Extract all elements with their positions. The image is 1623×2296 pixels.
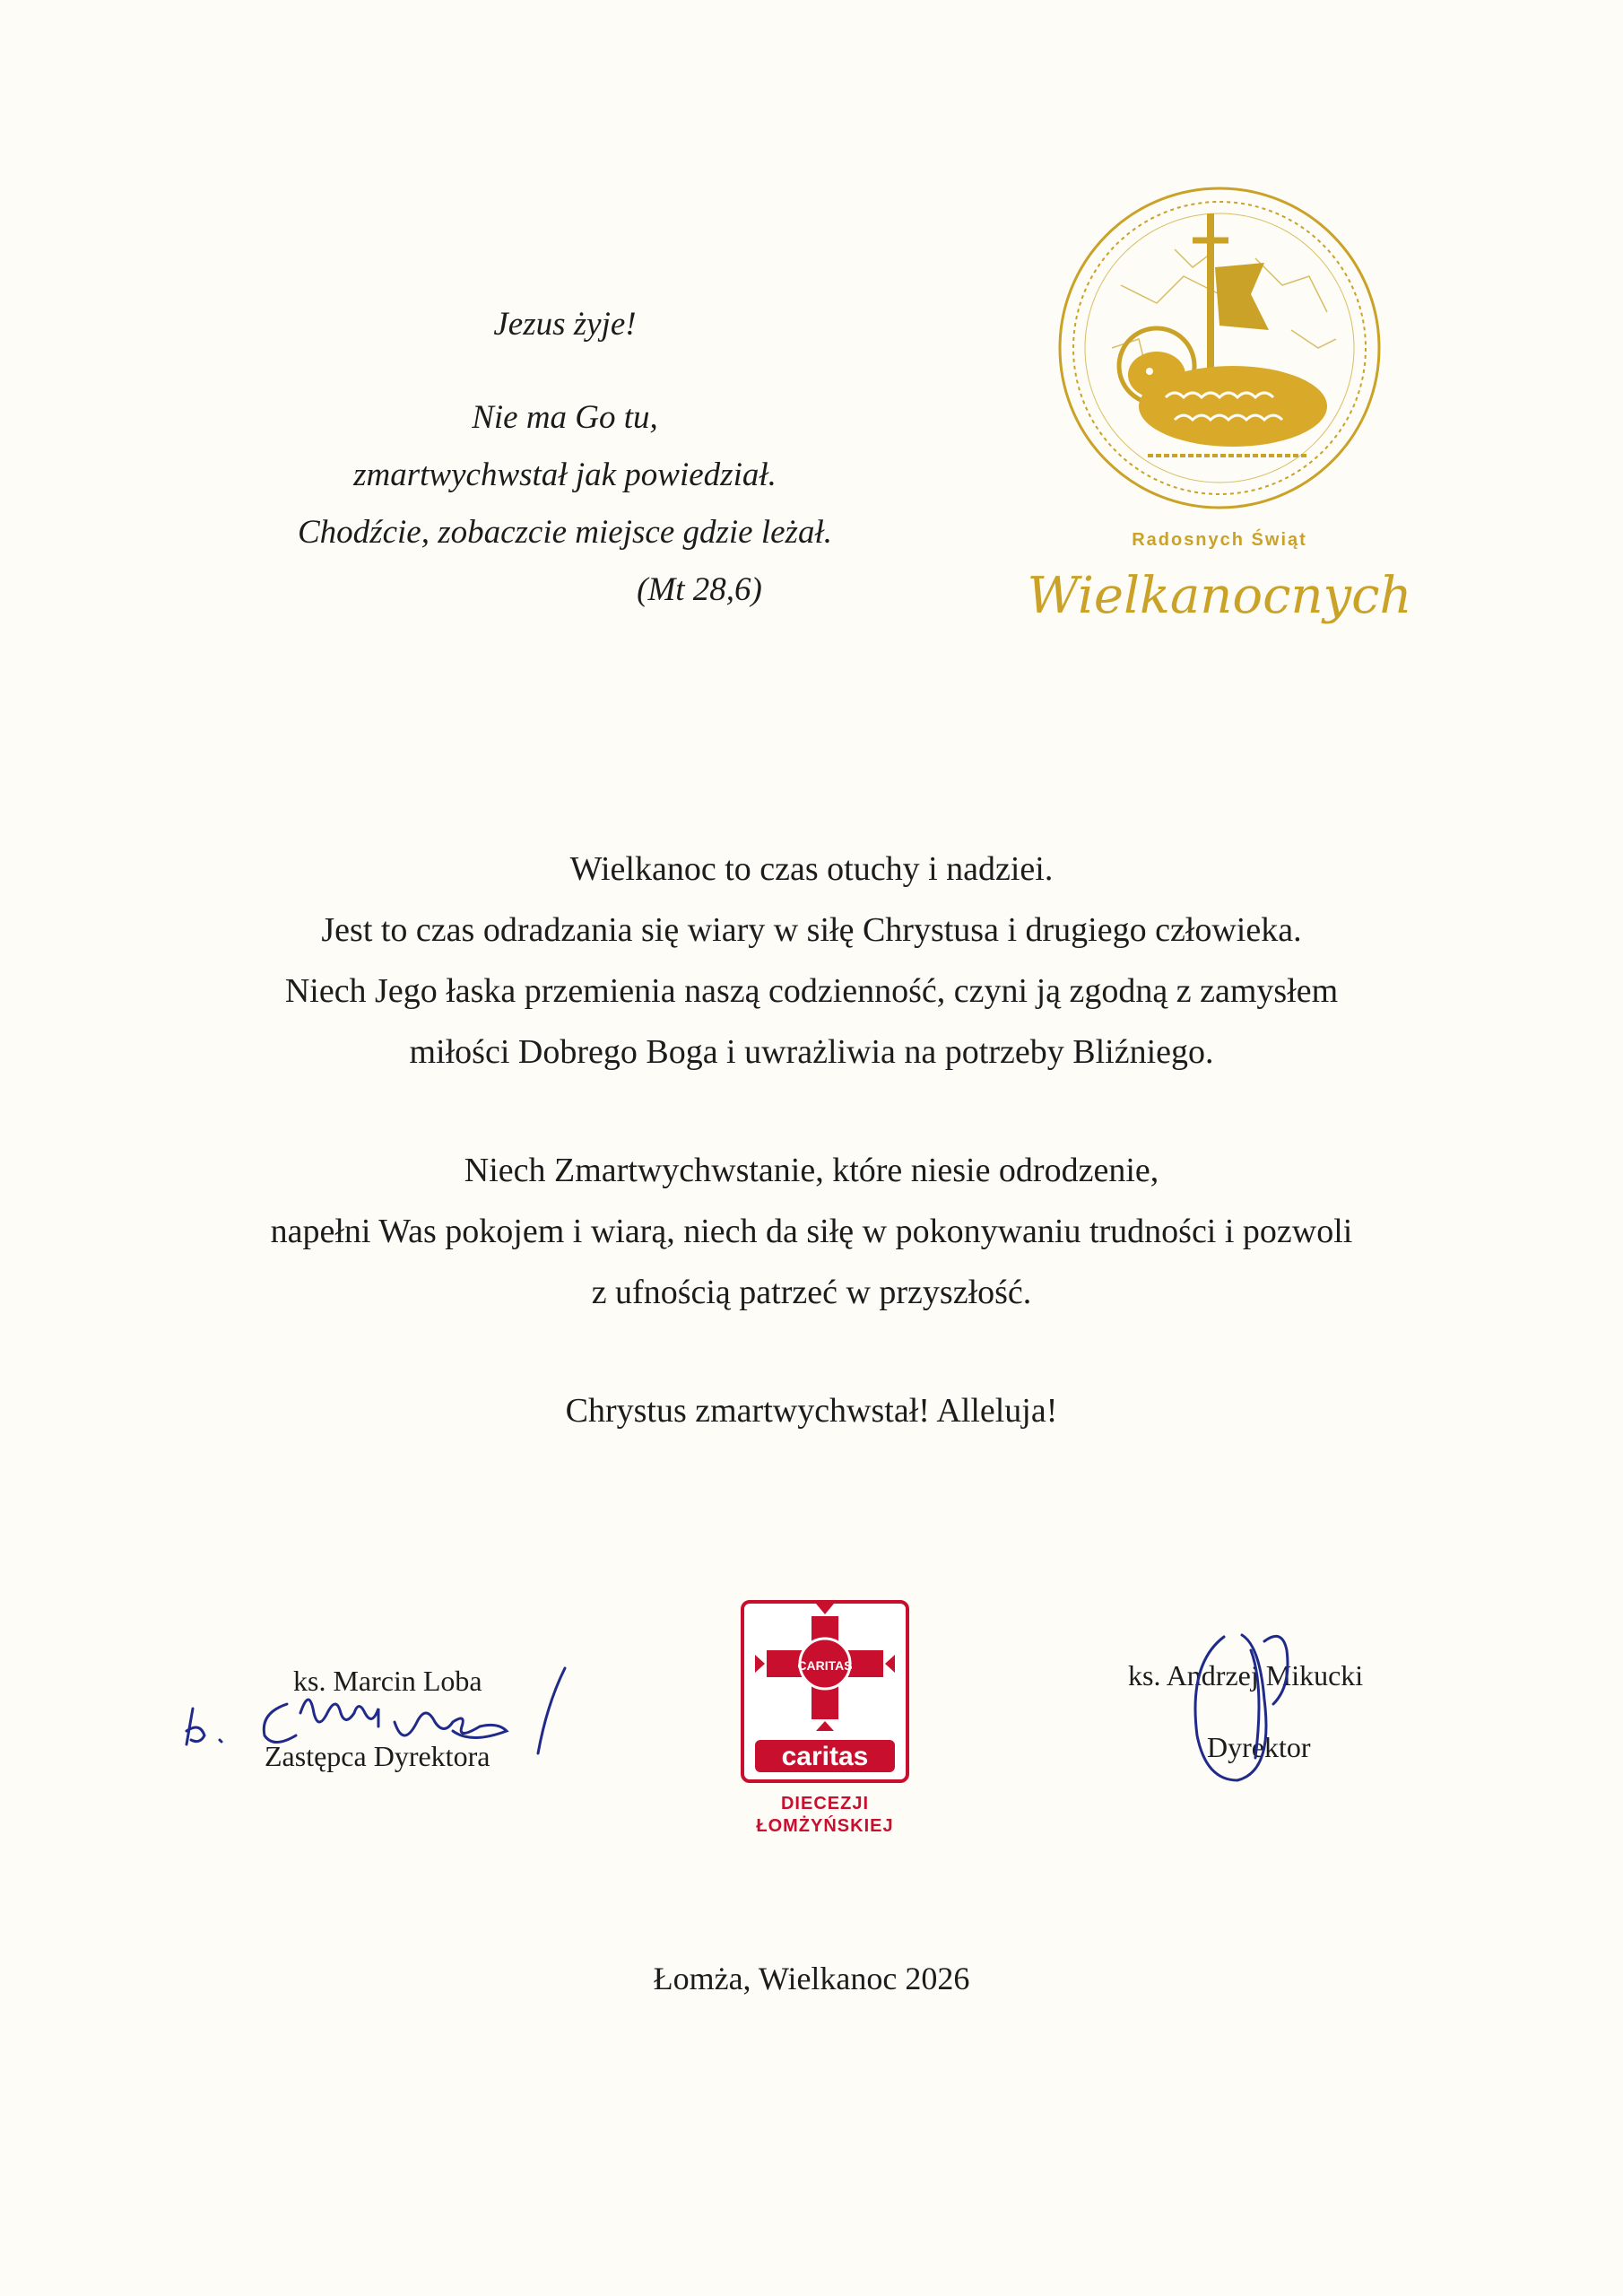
signatory-role: Dyrektor bbox=[1207, 1731, 1311, 1763]
closing-line: Chrystus zmartwychwstał! Alleluja! bbox=[565, 1392, 1058, 1430]
handwritten-signature bbox=[179, 1650, 681, 1812]
cross-text: CARITAS bbox=[797, 1658, 853, 1673]
body-line: Wielkanoc to czas otuchy i nadziei. bbox=[569, 850, 1054, 888]
body-line: Niech Jego łaska przemienia naszą codzienność, czyni ją zgodną z zamysłem bbox=[284, 972, 1339, 1010]
signature-block-right bbox=[1121, 1614, 1480, 1812]
lamb-with-banner-icon bbox=[1027, 169, 1412, 689]
handwritten-signature bbox=[1121, 1614, 1480, 1812]
quote-line: Jezus żyje! bbox=[493, 306, 637, 343]
quote-line: Nie ma Go tu, bbox=[472, 399, 658, 436]
place-date: Łomża, Wielkanoc 2026 bbox=[653, 1961, 970, 1996]
logo-line-1: DIECEZJI bbox=[780, 1794, 870, 1813]
signatory-name: ks. Marcin Loba bbox=[293, 1665, 482, 1697]
quote-line: Chodźcie, zobaczcie miejsce gdzie leżał. bbox=[298, 514, 832, 551]
body-line: napełni Was pokojem i wiarą, niech da siłę w pokonywaniu trudności i pozwoli bbox=[270, 1213, 1353, 1250]
body-line: z ufnością patrzeć w przyszłość. bbox=[591, 1274, 1032, 1311]
signatory-name: ks. Andrzej Mikucki bbox=[1128, 1659, 1364, 1692]
quote-reference: (Mt 28,6) bbox=[637, 571, 762, 608]
signature-block-left bbox=[179, 1650, 681, 1812]
caritas-cross-icon bbox=[735, 1596, 915, 1785]
signatory-role: Zastępca Dyrektora bbox=[265, 1740, 490, 1772]
caritas-brand: caritas bbox=[781, 1742, 869, 1771]
greeting-body bbox=[108, 839, 1515, 1441]
easter-emblem bbox=[1027, 169, 1412, 689]
emblem-caption-small: Radosnych Świąt bbox=[1132, 530, 1307, 550]
body-line: Niech Zmartwychwstanie, które niesie odrodzenie, bbox=[464, 1152, 1159, 1189]
body-line: miłości Dobrego Boga i uwrażliwia na potrzeby Bliźniego. bbox=[409, 1033, 1214, 1071]
caritas-logo bbox=[735, 1596, 915, 1857]
emblem-caption-script: Wielkanocnych bbox=[1027, 567, 1412, 625]
body-line: Jest to czas odradzania się wiary w siłę Chrystusa i drugiego człowieka. bbox=[321, 911, 1302, 949]
scripture-quote bbox=[269, 296, 861, 619]
logo-line-2: ŁOMŻYŃSKIEJ bbox=[756, 1816, 894, 1836]
quote-line: zmartwychwstał jak powiedział. bbox=[353, 457, 777, 493]
